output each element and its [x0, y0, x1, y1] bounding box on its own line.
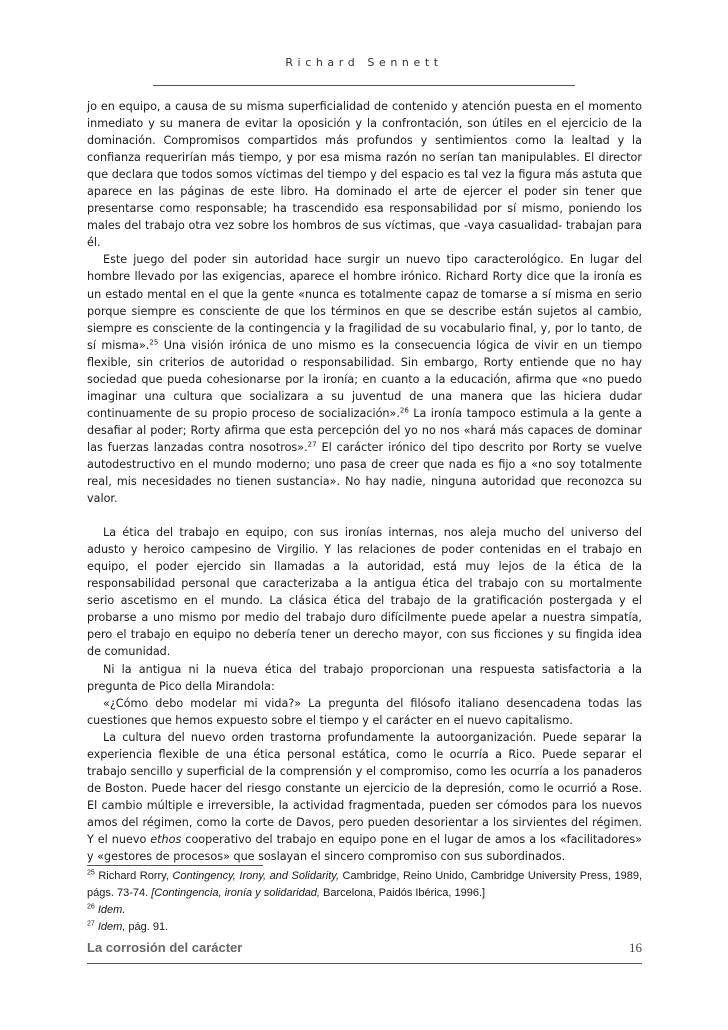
footnote-number: 27 [87, 920, 95, 928]
book-title: Contingency, Irony, and Solidarity, [172, 870, 340, 882]
footnote-number: 25 [87, 869, 95, 877]
paragraph-text: La ética del trabajo en equipo, con sus ironías internas, nos aleja mucho del universo del adusto y heroico campesino de Virgilio. Y las relaciones de poder contenidas en el trabajo en equipo, el poder ejercido sin llamadas a la autoridad, está muy lejos de la ética de la responsabilidad personal que caracterizaba a la antigua ética del trabajo con su mortalmente serio ascetismo en el mundo. La clásica ética del trabajo de la gratificación postergada y el probarse a uno mismo por medio del trabajo duro difícilmente puede apelar a nuestra simpatía, pero el trabajo en equipo no debería tener un derecho mayor, con sus ficciones y su fingida idea de comunidad. [87, 526, 642, 659]
footnote-text: Cambridge, Reino Unido, Cambridge University Press, 1989, págs. 73-74. [87, 870, 643, 899]
paragraph-text: cooperativo del trabajo en equipo pone en el lugar de amos a los «facilitadores» y «gestores de procesos» que soslayan el sincero compromiso con sus subordinados. [87, 832, 643, 864]
footnote-rule [87, 865, 263, 866]
footnote-text: pág. 91. [125, 921, 169, 933]
paragraph-text: jo en equipo, a causa de su misma superficialidad de contenido y atención puesta en el momento inmediato y su manera de evitar la oposición y la confrontación, son útiles en el ejercicio de la dominación. Compromisos compartidos más profundos y sentimientos como la lealtad y la confianza requerirían más tiempo, y por esa misma razón no serían tan manipulables. El director que declara que todos somos víctimas del tiempo y del espacio es tal vez la figura más astuta que aparece en las páginas de este libro. Ha dominado el arte de ejercer el poder sin tener que presentarse como responsable; ha trascendido esa responsabilidad por sí mismo, poniendo los males del trabajo otra vez sobre los hombros de sus víctimas, que -vaya casualidad- trabajan para él. [87, 100, 642, 250]
paragraph [87, 695, 642, 729]
paragraph-text: Una visión irónica de uno mismo es la consecuencia lógica de vivir en un tiempo flexible, sin criterios de autoridad o responsabilidad. Sin embargo, Rorty entiende que no hay sociedad que pueda cohesionarse por la ironía; en cuanto a la educación, afirma que «no puedo imaginar una cultura que socializara a su juventud de una manera que las hiciera dudar continuamente de su propio proceso de socialización». [87, 338, 642, 420]
footnote-text: Idem, [97, 921, 126, 933]
paragraph-text: Ni la antigua ni la nueva ética del trabajo proporcionan una respuesta satisfactoria a la pregunta de Pico della Mirandola: [87, 662, 642, 693]
footnote-25 [87, 868, 642, 902]
footnote-ref-27: 27 [307, 440, 317, 449]
paragraph [87, 98, 642, 251]
paragraph-text: El carácter irónico del tipo descrito por Rorty se vuelve autodestructivo en el mundo moderno; uno pasa de creer que nada es fijo a «no soy totalmente real, mis necesidades no tienen sustancia». No hay nadie, ninguna autoridad que reconozca su valor. [87, 440, 642, 506]
running-header: Richard Sennett [285, 56, 443, 69]
footnote-26 [87, 902, 642, 919]
footnote-text: Idem. [97, 904, 126, 916]
book-title-translation: [Contingencia, ironía y solidaridad, [151, 887, 320, 899]
paragraph-text: La cultura del nuevo orden trastorna profundamente la autoorganización. Puede separar la experiencia flexible de una ética personal estática, como le ocurría a Rico. Puede separar el trabajo sencillo y superficial de la comprensión y el compromiso, como les ocurría a los panaderos de Boston. Puede hacer del riesgo constante un ejercicio de la depresión, como le ocurrió a Rose. El cambio múltiple e irreversible, la actividad fragmentada, pueden ser cómodos para los nuevos amos del régimen, como la corte de Davos, pero pueden desorientar a los sirvientes del régimen. Y el nuevo [87, 730, 642, 846]
body-text [87, 98, 642, 865]
footnote-27 [87, 919, 642, 936]
paragraph [87, 251, 642, 507]
italic-term: ethos [150, 832, 182, 846]
footnote-text: Barcelona, Paidós Ibérica, 1996.] [319, 887, 486, 899]
footnote-ref-25: 25 [149, 337, 159, 346]
header-rule [153, 85, 575, 86]
paragraph-text: Este juego del poder sin autoridad hace surgir un nuevo tipo caracterológico. En lugar del hombre llevado por las exigencias, aparece el hombre irónico. Richard Rorty dice que la ironía es un estado mental en el que la gente «nunca es totalmente capaz de tomarse a sí misma en serio porque siempre es consciente de que los términos en que se describe están sujetos al cambio, siempre es consciente de la contingencia y la fragilidad de su vocabulario final, y, por lo tanto, de sí misma». [87, 253, 642, 352]
paragraph [87, 661, 642, 695]
footer-rule [87, 963, 642, 964]
paragraph-text: La ironía tampoco estimula a la gente a desafiar al poder; Rorty afirma que esta percepción del yo no nos «hará más capaces de dominar las fuerzas lanzadas contra nosotros». [87, 406, 642, 454]
footnote-text: Richard Rorry, [94, 870, 173, 882]
footnote-ref-26: 26 [399, 406, 409, 415]
paragraph [87, 729, 642, 865]
page-number: 16 [629, 940, 642, 955]
footer-book-title: La corrosión del carácter [87, 940, 243, 955]
footnote-number: 26 [87, 903, 95, 911]
paragraph [87, 524, 642, 660]
footnotes [87, 868, 642, 936]
paragraph-text: «¿Cómo debo modelar mi vida?» La pregunta del filósofo italiano desencadena todas las cuestiones que hemos expuesto sobre el tiempo y el carácter en el nuevo capitalismo. [87, 696, 642, 727]
